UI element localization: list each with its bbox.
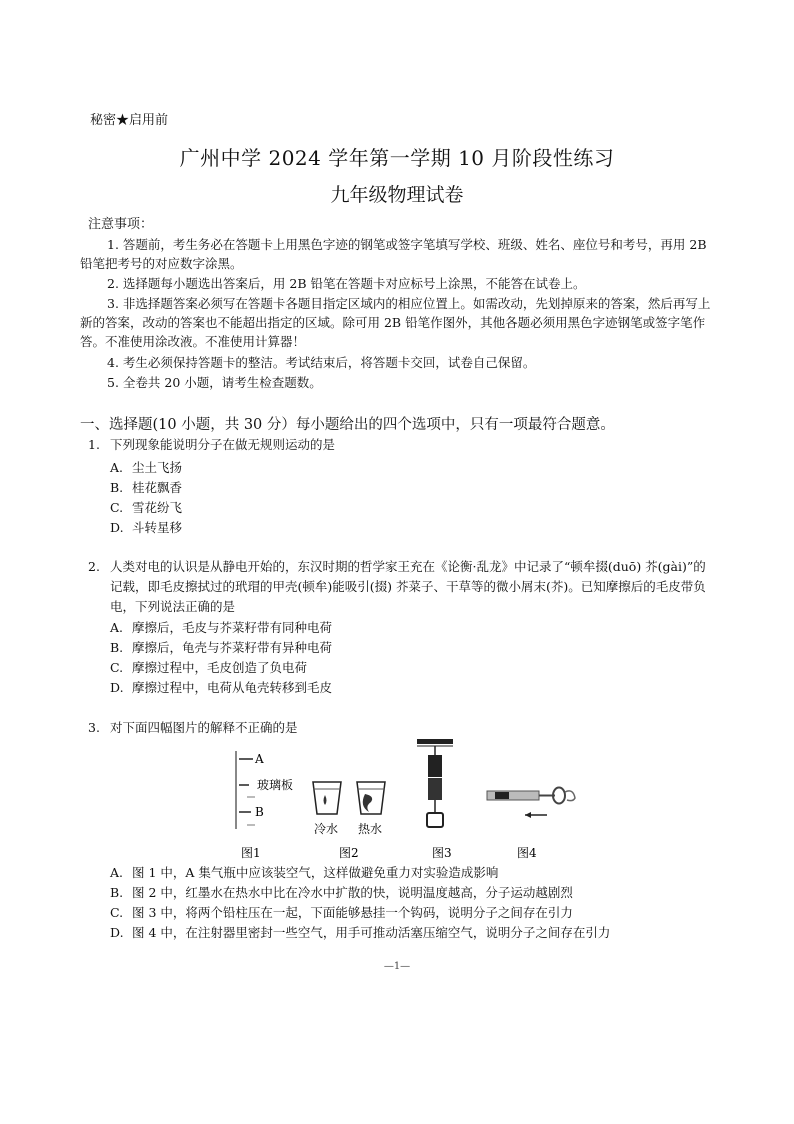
option-text: 图 1 中，A 集气瓶中应该装空气，这样做避免重力对实验造成影响 [132,865,499,880]
option-text: 尘土飞扬 [132,460,183,475]
figure-1-gas-jars [235,751,255,829]
option-text: 图 3 中，将两个铅柱压在一起，下面能够悬挂一个钩码，说明分子之间存在引力 [132,905,573,920]
option-label: B. [110,480,124,495]
option-label: B. [110,885,124,900]
note-item-4: 4. 考生必须保持答题卡的整洁。考试结束后，将答题卡交回，试卷自己保留。 [107,355,536,370]
option-c [110,658,307,676]
option-d [110,518,182,536]
question-2 [90,557,715,617]
option-d [110,678,332,696]
option-label: D. [110,925,124,940]
fig2-label-hot: 热水 [358,822,383,836]
question-number: 2. [88,559,100,574]
figure-2-beakers [313,782,385,814]
exam-subtitle: 九年级物理试卷 [330,184,464,206]
note-item-1: 1. 答题前，考生务必在答题卡上用黑色字迹的钢笔或签字笔填写学校、班级、姓名、座位号和考号，再用 2B 铅笔把考号的对应数字涂黑。 [80,237,707,271]
option-text: 雪花纷飞 [132,500,183,515]
note-item-5: 5. 全卷共 20 小题，请考生检查题数。 [107,375,322,390]
question-stem: 对下面四幅图片的解释不正确的是 [110,720,298,735]
caption-fig3: 图3 [432,846,452,860]
question-stem: 下列现象能说明分子在做无规则运动的是 [110,437,336,452]
caption-fig4: 图4 [517,846,537,860]
confidential-mark: 秘密★启用前 [90,113,169,128]
option-text: 图 2 中，红墨水在热水中比在冷水中扩散的快，说明温度越高，分子运动越剧烈 [132,885,573,900]
question-3 [90,718,715,738]
option-text: 桂花飘香 [132,480,183,495]
note-item-3: 3. 非选择题答案必须写在答题卡各题目指定区域内的相应位置上。如需改动，先划掉原来的答案，然后再写上新的答案，改动的答案也不能超出指定的区域。除可用 2B 铅笔作图外，其他各题必须用黑色字迹钢笔或签字笔作答。不准使用涂改液。不准使用计算器！ [80,296,711,349]
option-a [110,863,498,881]
option-text: 摩擦后，龟壳与芥菜籽带有异种电荷 [132,640,333,655]
option-label: C. [110,500,124,515]
fig1-label-b: B [255,805,264,819]
option-label: B. [110,640,124,655]
fig1-label-glass: 玻璃板 [257,778,294,792]
option-text: 摩擦后，毛皮与芥菜籽带有同种电荷 [132,620,333,635]
question-number: 1. [88,437,100,452]
caption-fig2: 图2 [339,846,359,860]
option-d [110,923,610,941]
option-text: 摩擦过程中，电荷从龟壳转移到毛皮 [132,680,333,695]
section-heading: 一、选择题(10 小题，共 30 分）每小题给出的四个选项中，只有一项最符合题意。 [80,417,615,433]
figure-3-lead-cylinders [417,739,453,827]
notes-heading: 注意事项： [88,217,154,232]
question-stem: 人类对电的认识是从静电开始的，东汉时期的哲学家王充在《论衡·乱龙》中记录了“顿牟掇(duō) 芥(gài)”的记载，即毛皮擦拭过的玳瑁的甲壳(顿牟)能吸引(掇) 芥菜子、干草等的微小屑末(芥)。已知摩擦后的毛皮带负电，下列说法正确的是 [110,559,706,614]
option-text: 图 4 中，在注射器里密封一些空气，用手可推动活塞压缩空气，说明分子之间存在引力 [132,925,611,940]
option-b [110,638,332,656]
option-label: C. [110,905,124,920]
caption-fig1: 图1 [241,846,261,860]
option-label: A. [110,620,124,635]
option-label: D. [110,680,124,695]
note-item-2: 2. 选择题每小题选出答案后，用 2B 铅笔在答题卡对应标号上涂黑，不能答在试卷上。 [107,276,586,291]
question-3-figures [225,737,595,862]
option-b [110,478,182,496]
option-label: A. [110,865,124,880]
option-c [110,903,573,921]
option-label: A. [110,460,124,475]
option-label: D. [110,520,124,535]
fig1-label-a: A [255,752,264,766]
question-1 [90,435,715,455]
option-c [110,498,182,516]
exam-title: 广州中学 2024 学年第一学期 10 月阶段性练习 [179,146,615,170]
page-number: —1— [383,961,411,972]
fig2-label-cold: 冷水 [314,822,339,836]
option-a [110,458,182,476]
figure-4-syringe [487,788,575,819]
option-text: 斗转星移 [132,520,183,535]
option-text: 摩擦过程中，毛皮创造了负电荷 [132,660,308,675]
option-b [110,883,573,901]
question-number: 3. [88,720,100,735]
option-a [110,618,332,636]
option-label: C. [110,660,124,675]
